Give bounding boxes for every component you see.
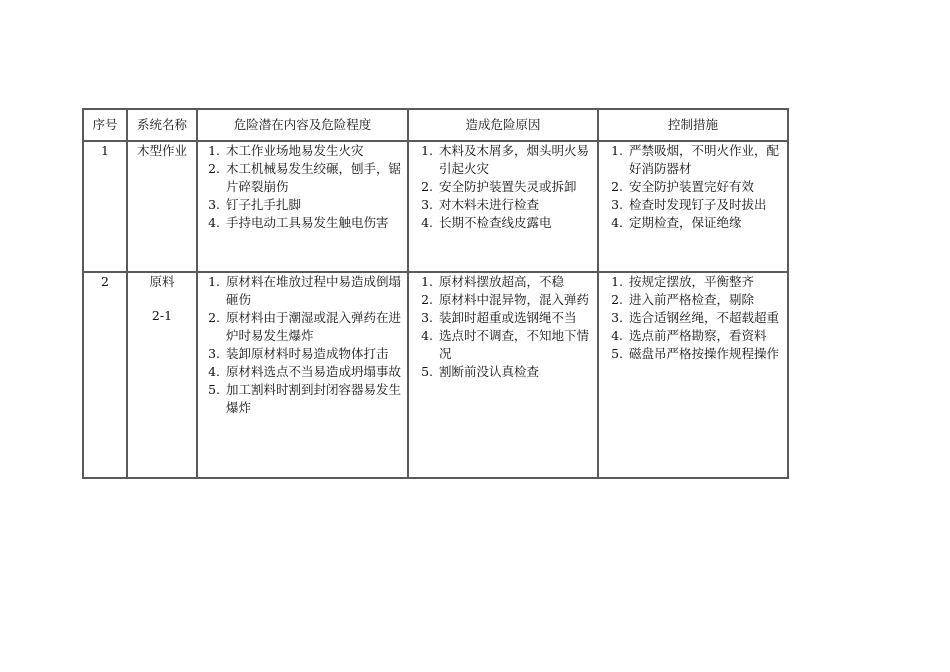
item-text: 进入前严格检查，剔除 — [629, 292, 755, 307]
item-text: 严禁吸烟，不明火作业，配好消防器材 — [629, 143, 780, 176]
list-item — [411, 291, 597, 309]
system-name-cell: 木型作业 — [127, 141, 197, 272]
list-item — [601, 142, 787, 178]
header-cause: 造成危险原因 — [408, 109, 598, 141]
seq-cell: 2 — [83, 272, 127, 478]
item-text: 装卸原材料时易造成物体打击 — [226, 346, 389, 361]
control-cell — [598, 141, 788, 272]
list-item — [601, 345, 787, 363]
item-number: 1. — [208, 274, 220, 289]
cause-list — [411, 142, 597, 232]
list-item — [198, 196, 407, 214]
list-item — [601, 273, 787, 291]
list-item — [198, 363, 407, 381]
item-number: 3. — [208, 346, 220, 361]
list-item — [198, 273, 407, 309]
item-number: 5. — [421, 364, 433, 379]
item-number: 2. — [611, 292, 623, 307]
list-item — [198, 381, 407, 417]
list-item — [411, 178, 597, 196]
list-item — [411, 327, 597, 363]
list-item — [411, 273, 597, 291]
list-item — [601, 291, 787, 309]
item-number: 4. — [611, 215, 623, 230]
item-number: 4. — [421, 215, 433, 230]
item-text: 钉子扎手扎脚 — [226, 197, 302, 212]
cause-cell — [408, 141, 598, 272]
item-text: 木料及木屑多，烟头明火易引起火灾 — [439, 143, 590, 176]
hazard-cell — [197, 141, 408, 272]
list-item — [198, 214, 407, 232]
list-item — [198, 160, 407, 196]
item-text: 选点前严格勘察，看资料 — [629, 328, 767, 343]
list-item — [411, 142, 597, 178]
item-number: 5. — [208, 382, 220, 397]
list-item — [198, 309, 407, 345]
seq-cell: 1 — [83, 141, 127, 272]
system-name-cell — [127, 272, 197, 478]
item-number: 1. — [421, 274, 433, 289]
item-number: 2. — [421, 179, 433, 194]
list-item — [601, 196, 787, 214]
item-number: 3. — [611, 197, 623, 212]
item-text: 原材料由于潮湿或混入弹药在进炉时易发生爆炸 — [226, 310, 402, 343]
item-number: 2. — [208, 161, 220, 176]
table-row — [83, 272, 788, 478]
list-item — [601, 214, 787, 232]
cause-list — [411, 273, 597, 381]
item-text: 割断前没认真检查 — [439, 364, 540, 379]
hazard-list — [198, 142, 407, 232]
item-text: 装卸时超重或选钢绳不当 — [439, 310, 577, 325]
list-item — [411, 196, 597, 214]
list-item — [411, 363, 597, 381]
list-item — [601, 327, 787, 345]
list-item — [198, 345, 407, 363]
risk-analysis-table — [82, 108, 789, 479]
item-text: 安全防护装置完好有效 — [629, 179, 755, 194]
item-text: 定期检查，保证绝缘 — [629, 215, 742, 230]
item-number: 1. — [611, 274, 623, 289]
table-row — [83, 141, 788, 272]
item-number: 4. — [208, 364, 220, 379]
item-text: 选点时不调查，不知地下情况 — [439, 328, 590, 361]
item-text: 原材料中混异物，混入弹药 — [439, 292, 590, 307]
item-number: 2. — [421, 292, 433, 307]
hazard-cell — [197, 272, 408, 478]
header-seq: 序号 — [83, 109, 127, 141]
item-number: 3. — [208, 197, 220, 212]
item-number: 4. — [208, 215, 220, 230]
item-text: 加工割料时割到封闭容器易发生爆炸 — [226, 382, 402, 415]
item-text: 原材料在堆放过程中易造成倒塌砸伤 — [226, 274, 402, 307]
control-list — [601, 142, 787, 232]
system-name: 原料 — [149, 274, 175, 289]
item-text: 长期不检查线皮露电 — [439, 215, 552, 230]
header-hazard-content: 危险潜在内容及危险程度 — [197, 109, 408, 141]
control-list — [601, 273, 787, 363]
list-item — [411, 309, 597, 327]
item-number: 4. — [611, 328, 623, 343]
item-number: 1. — [208, 143, 220, 158]
list-item — [601, 178, 787, 196]
control-cell — [598, 272, 788, 478]
hazard-list — [198, 273, 407, 417]
item-number: 2. — [208, 310, 220, 325]
item-number: 1. — [611, 143, 623, 158]
item-text: 按规定摆放，平衡整齐 — [629, 274, 755, 289]
item-number: 4. — [421, 328, 433, 343]
item-number: 3. — [421, 310, 433, 325]
item-text: 对木料未进行检查 — [439, 197, 540, 212]
list-item — [601, 309, 787, 327]
cause-cell — [408, 272, 598, 478]
system-code: 2-1 — [151, 308, 173, 323]
item-number: 2. — [611, 179, 623, 194]
item-text: 检查时发现钉子及时拔出 — [629, 197, 767, 212]
header-row — [83, 109, 788, 141]
list-item — [198, 142, 407, 160]
list-item — [411, 214, 597, 232]
item-text: 木工机械易发生绞碾，刨手，锯片碎裂崩伤 — [226, 161, 402, 194]
item-number: 3. — [611, 310, 623, 325]
item-text: 原材料摆放超高，不稳 — [439, 274, 565, 289]
item-number: 1. — [421, 143, 433, 158]
header-system-name: 系统名称 — [127, 109, 197, 141]
header-control-measures: 控制措施 — [598, 109, 788, 141]
item-number: 5. — [611, 346, 623, 361]
item-text: 磁盘吊严格按操作规程操作 — [629, 346, 780, 361]
item-text: 木工作业场地易发生火灾 — [226, 143, 364, 158]
item-text: 安全防护装置失灵或拆卸 — [439, 179, 577, 194]
item-text: 选合适钢丝绳，不超载超重 — [629, 310, 780, 325]
item-text: 手持电动工具易发生触电伤害 — [226, 215, 389, 230]
item-number: 3. — [421, 197, 433, 212]
item-text: 原材料选点不当易造成坍塌事故 — [226, 364, 402, 379]
